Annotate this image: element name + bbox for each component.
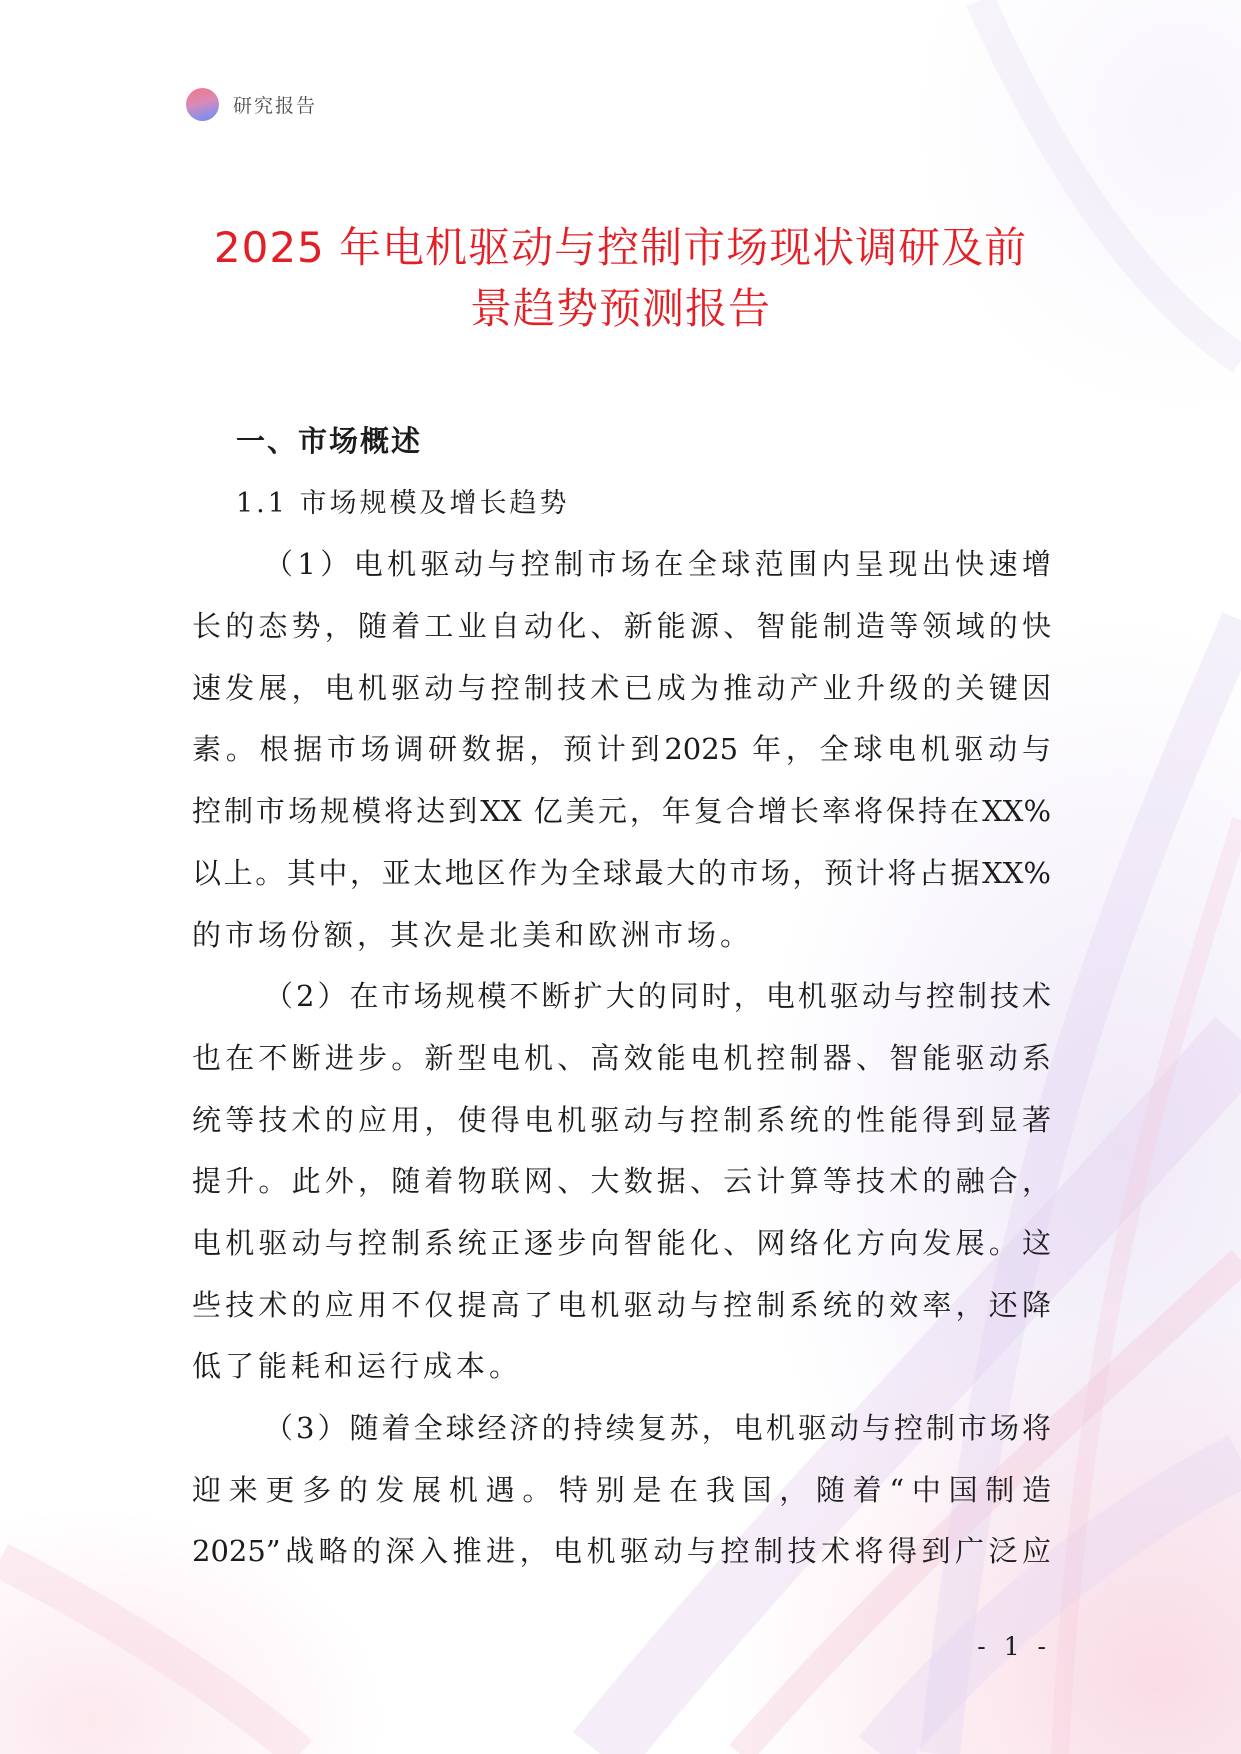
paragraph-line: 也在不断进步。新型电机、高效能电机控制器、智能驱动系 (192, 1040, 1051, 1075)
paragraph-line: 控制市场规模将达到XX 亿美元，年复合增长率将保持在XX% (192, 794, 1051, 829)
paragraph-line: 统等技术的应用，使得电机驱动与控制系统的性能得到显著 (192, 1102, 1051, 1137)
paragraph-3 (192, 1398, 1051, 1583)
paragraph-line: 迎来更多的发展机遇。特别是在我国，随着“中国制造 (192, 1472, 1051, 1507)
logo-icon (186, 88, 219, 121)
document-body (192, 411, 1051, 1583)
subsection-heading: 1.1 市场规模及增长趋势 (236, 487, 570, 519)
title-line-2: 景趋势预测报告 (469, 284, 771, 333)
paragraph-line: 的市场份额，其次是北美和欧洲市场。 (192, 917, 754, 952)
paragraph-line: 低了能耗和运行成本。 (192, 1349, 523, 1384)
paragraph-line: 2025”战略的深入推进，电机驱动与控制技术将得到广泛应 (192, 1534, 1051, 1569)
page-header (186, 87, 317, 121)
paragraph-line: 电机驱动与控制系统正逐步向智能化、网络化方向发展。这 (192, 1225, 1051, 1260)
paragraph-line: 以上。其中，亚太地区作为全球最大的市场，预计将占据XX% (192, 855, 1051, 890)
paragraph-line: （3）随着全球经济的持续复苏，电机驱动与控制市场将 (264, 1411, 1051, 1445)
header-label: 研究报告 (233, 94, 318, 117)
paragraph-line: 长的态势，随着工业自动化、新能源、智能制造等领域的快 (192, 609, 1051, 644)
page-number: - 1 - (977, 1632, 1051, 1661)
report-title (150, 217, 1091, 339)
paragraph-line: 提升。此外，随着物联网、大数据、云计算等技术的融合， (192, 1164, 1051, 1199)
paragraph-1 (192, 534, 1051, 966)
paragraph-line: （1）电机驱动与控制市场在全球范围内呈现出快速增 (264, 547, 1051, 582)
paragraph-line: 速发展，电机驱动与控制技术已成为推动产业升级的关键因 (192, 670, 1051, 705)
title-line-1: 2025 年电机驱动与控制市场现状调研及前 (213, 223, 1028, 272)
section-heading: 一、市场概述 (236, 424, 423, 458)
paragraph-line: （2）在市场规模不断扩大的同时，电机驱动与控制技术 (264, 979, 1051, 1014)
paragraph-line: 些技术的应用不仅提高了电机驱动与控制系统的效率，还降 (192, 1287, 1051, 1322)
paragraph-2 (192, 966, 1051, 1398)
paragraph-line: 素。根据市场调研数据，预计到2025 年，全球电机驱动与 (192, 732, 1051, 767)
